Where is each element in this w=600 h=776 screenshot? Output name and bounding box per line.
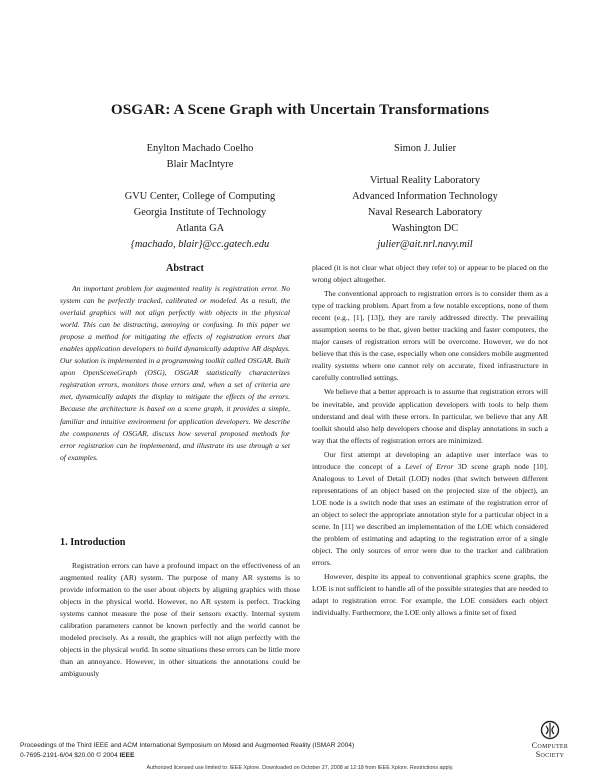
logo-text-computer: Computer	[531, 741, 569, 750]
footer-line-1: Proceedings of the Third IEEE and ACM International Symposium on Mixed and Augmented Reality (ISMAR 2004)	[20, 742, 355, 749]
author-email-left: {machado, blair}@cc.gatech.edu	[130, 239, 270, 250]
footer-ieee: IEEE	[119, 752, 135, 759]
affiliation-6: Naval Research Laboratory	[367, 207, 483, 218]
p3-part-b: 3D scene graph node [10]. Analogous to Level of Detail (LOD) nodes (that switch between different representations of an object based on the projected size of the object), an LOE node is a switch node that uses an estimate of the registration error of an object to select the appropriate annotation style for a particular object in a scene. In [11] we described an implementation of the LOE which considered the problem of estimating and adapting to the registration error of a single object. The only sources of error were due to the tracker and calibration errors.	[312, 461, 548, 568]
right-paragraph-4: However, despite its appeal to conventional graphics scene graphs, the LOE is not sufficient to handle all of the possible strategies that are needed to adapt to registration error. For example, the LOE considers each object individually. Furthermore, the LOE only allows a finite set of fixed	[312, 572, 548, 618]
p3-part-a: Our first attempt at developing an adaptive user interface was to introduce the concept of a	[312, 449, 548, 471]
author-email-right: julier@ait.nrl.navy.mil	[377, 239, 473, 250]
authors-right	[335, 141, 515, 253]
footer-isbn: 0-7695-2191-6/04 $20.00 © 2004	[20, 752, 120, 759]
right-paragraph-3	[312, 449, 548, 569]
affiliation-7: Washington DC	[391, 223, 459, 234]
paper-title: OSGAR: A Scene Graph with Uncertain Transformations	[110, 101, 490, 118]
affiliation-5: Advanced Information Technology	[352, 191, 498, 202]
right-column	[312, 262, 548, 619]
author-name-1: Enylton Machado Coelho	[146, 143, 254, 154]
intro-paragraph-1: Registration errors can have a profound impact on the effectiveness of an augmented reality (AR) system. The purpose of many AR systems is to provide information to the user about objects by aligning graphics with those objects in the physical world. However, no AR system is perfect. Tracking systems cannot measure the pose of their sensors exactly. Internal system calibration parameters cannot be known perfectly and the world cannot be modeled precisely. As a result, the graphics will not align perfectly with the objects in the physical world. In some situations these errors can be little more than an annoyance. However, in other situations the annotations could be ambiguously	[60, 561, 300, 679]
affiliation-3: Atlanta GA	[175, 223, 225, 234]
abstract-heading: Abstract	[166, 263, 204, 274]
authors-left	[75, 141, 325, 253]
level-of-error-term: Level of Error	[405, 461, 454, 471]
affiliation-1: GVU Center, College of Computing	[124, 191, 276, 202]
abstract-text: An important problem for augmented reality is registration error. No system can be perfectly tracked, calibrated or modeled. As a result, the overlaid graphics will not align perfectly with objects in the physical world. This can be distracting, annoying or confusing. In this paper we propose a method for mitigating the effects of registration errors that enables application developers to build dynamically adaptive AR displays. Our solution is implemented in a programming toolkit called OSGAR. Built upon OpenSceneGraph (OSG), OSGAR statistically characterizes registration errors, monitors those errors and, when a set of criteria are met, dynamically adapts the display to mitigate the effects of the errors. Because the architecture is based on a scene graph, it provides a simple, familiar and intuitive environment for application developers. We describe the components of OSGAR, discuss how several proposed methods for error registration can be implemented, and illustrate its use through a set of examples.	[60, 284, 290, 462]
computer-society-logo	[512, 720, 588, 762]
authorized-use-note: Authorized licensed use limited to: IEEE Xplore. Downloaded on October 27, 2008 at 12:18 from IEEE Xplore. Restrictions apply.	[146, 765, 454, 771]
introduction-text	[60, 560, 300, 680]
introduction-heading: 1. Introduction	[60, 537, 126, 548]
right-paragraph-0: placed (it is not clear what object they refer to) or appear to be placed on the wrong object altogether.	[312, 263, 548, 285]
proceedings-footer	[20, 741, 354, 761]
author-name-2: Blair MacIntyre	[166, 159, 234, 170]
right-paragraph-1: The conventional approach to registration errors is to consider them as a type of tracking problem. Apart from a few notable exceptions, none of them recent (e.g., [1], [13]), they are rarely addressed directly. The prevailing assumption seems to be that, given better tracking and faster computers, the major causes of registration errors will be overcome. However, we do not believe that this is the case, especially when one considers mobile augmented reality systems where one cannot rely on accurate, fixed infrastructure in carefully controlled settings.	[312, 289, 548, 383]
footer-line-2	[20, 751, 354, 761]
computer-society-emblem-icon	[540, 720, 560, 740]
logo-text-society: Society	[535, 750, 565, 759]
affiliation-4: Virtual Reality Laboratory	[369, 175, 481, 186]
right-paragraph-2: We believe that a better approach is to assume that registration errors will be inevitable, and provide application developers with tools to help them understand and deal with these errors. In particular, we believe that any AR toolkit should also help developers choose and display annotations in such a way that the effects of registration errors are minimized.	[312, 387, 548, 445]
affiliation-2: Georgia Institute of Technology	[133, 207, 267, 218]
author-name-3: Simon J. Julier	[393, 143, 457, 154]
